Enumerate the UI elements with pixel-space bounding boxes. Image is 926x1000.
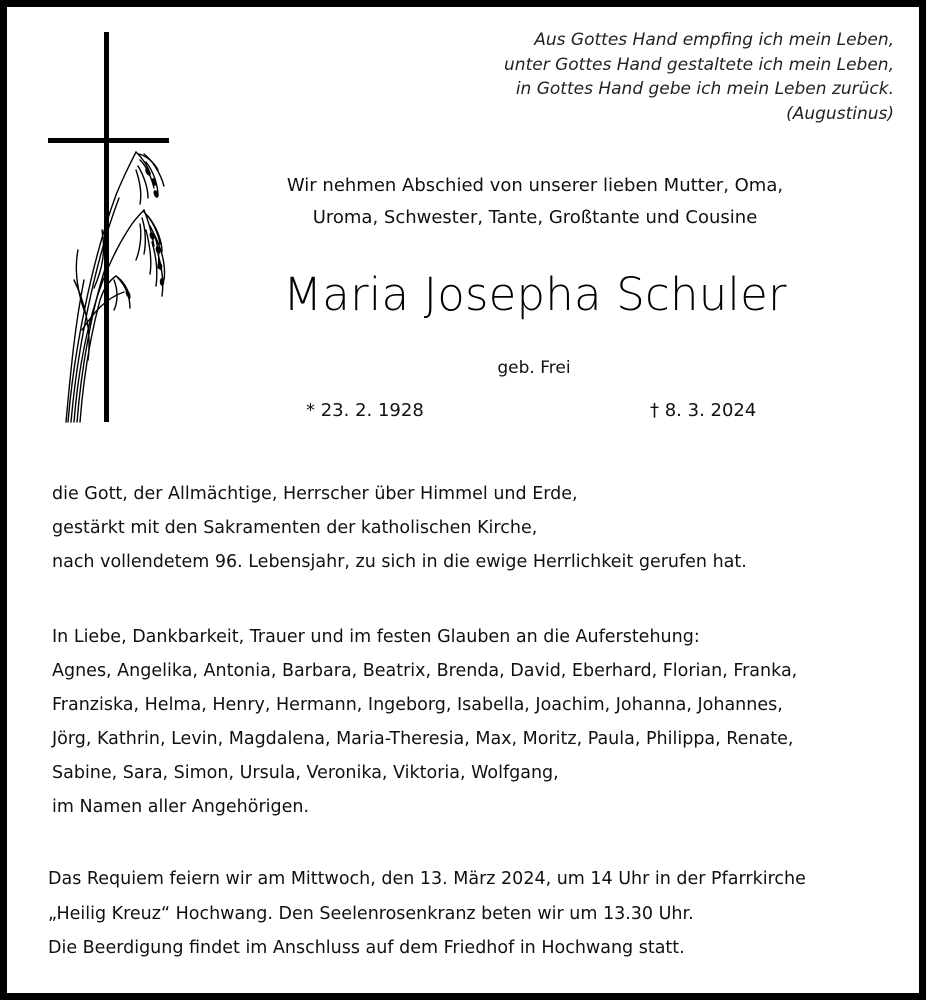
maiden-name: geb. Frei <box>497 358 571 378</box>
service-line: Das Requiem feiern wir am Mittwoch, den 13. März 2024, um 14 Uhr in der Pfarrkirche <box>48 869 806 889</box>
closing-text: im Namen aller Angehörigen. <box>52 797 310 817</box>
service-line: „Heilig Kreuz“ Hochwang. Den Seelenrosenkranz beten wir um 13.30 Uhr. <box>48 903 694 924</box>
mourners-line: Franziska, Helma, Henry, Hermann, Ingeborg, Isabella, Joachim, Johanna, Johannes, <box>52 695 783 715</box>
mourners-line: Agnes, Angelika, Antonia, Barbara, Beatrix, Brenda, David, Eberhard, Florian, Franka, <box>52 661 798 681</box>
quote-line: unter Gottes Hand gestaltete ich mein Leben, <box>504 54 894 75</box>
service-line: Die Beerdigung findet im Anschluss auf dem Friedhof in Hochwang statt. <box>48 938 685 958</box>
closing-line <box>52 790 309 824</box>
deceased-name: Maria Josepha Schuler <box>283 268 787 321</box>
intro-text <box>228 170 842 234</box>
quote-line: Aus Gottes Hand empfing ich mein Leben, <box>534 30 894 50</box>
quote-line: in Gottes Hand gebe ich mein Leben zurück. <box>515 79 894 99</box>
passage-line: gestärkt mit den Sakramenten der katholischen Kirche, <box>52 518 538 538</box>
cross-with-wheat-icon <box>44 30 184 426</box>
quote-author: (Augustinus) <box>786 103 894 124</box>
mourners-list <box>52 620 797 790</box>
intro-line: Uroma, Schwester, Tante, Großtante und Cousine <box>312 207 758 228</box>
mourners-line: Sabine, Sara, Simon, Ursula, Veronika, Viktoria, Wolfgang, <box>52 763 559 783</box>
mourners-line: In Liebe, Dankbarkeit, Trauer und im festen Glauben an die Auferstehung: <box>52 627 700 647</box>
death-date: † 8. 3. 2024 <box>650 400 757 421</box>
passage-line: nach vollendetem 96. Lebensjahr, zu sich in die ewige Herrlichkeit gerufen hat. <box>52 552 747 572</box>
quote-block <box>334 28 894 126</box>
service-info <box>48 862 806 966</box>
birth-date: * 23. 2. 1928 <box>306 400 424 421</box>
passage-line: die Gott, der Allmächtige, Herrscher über Himmel und Erde, <box>52 484 578 504</box>
intro-line: Wir nehmen Abschied von unserer lieben Mutter, Oma, <box>286 175 784 196</box>
passage-text <box>52 477 747 579</box>
mourners-line: Jörg, Kathrin, Levin, Magdalena, Maria-Theresia, Max, Moritz, Paula, Philippa, Renate, <box>52 729 794 749</box>
